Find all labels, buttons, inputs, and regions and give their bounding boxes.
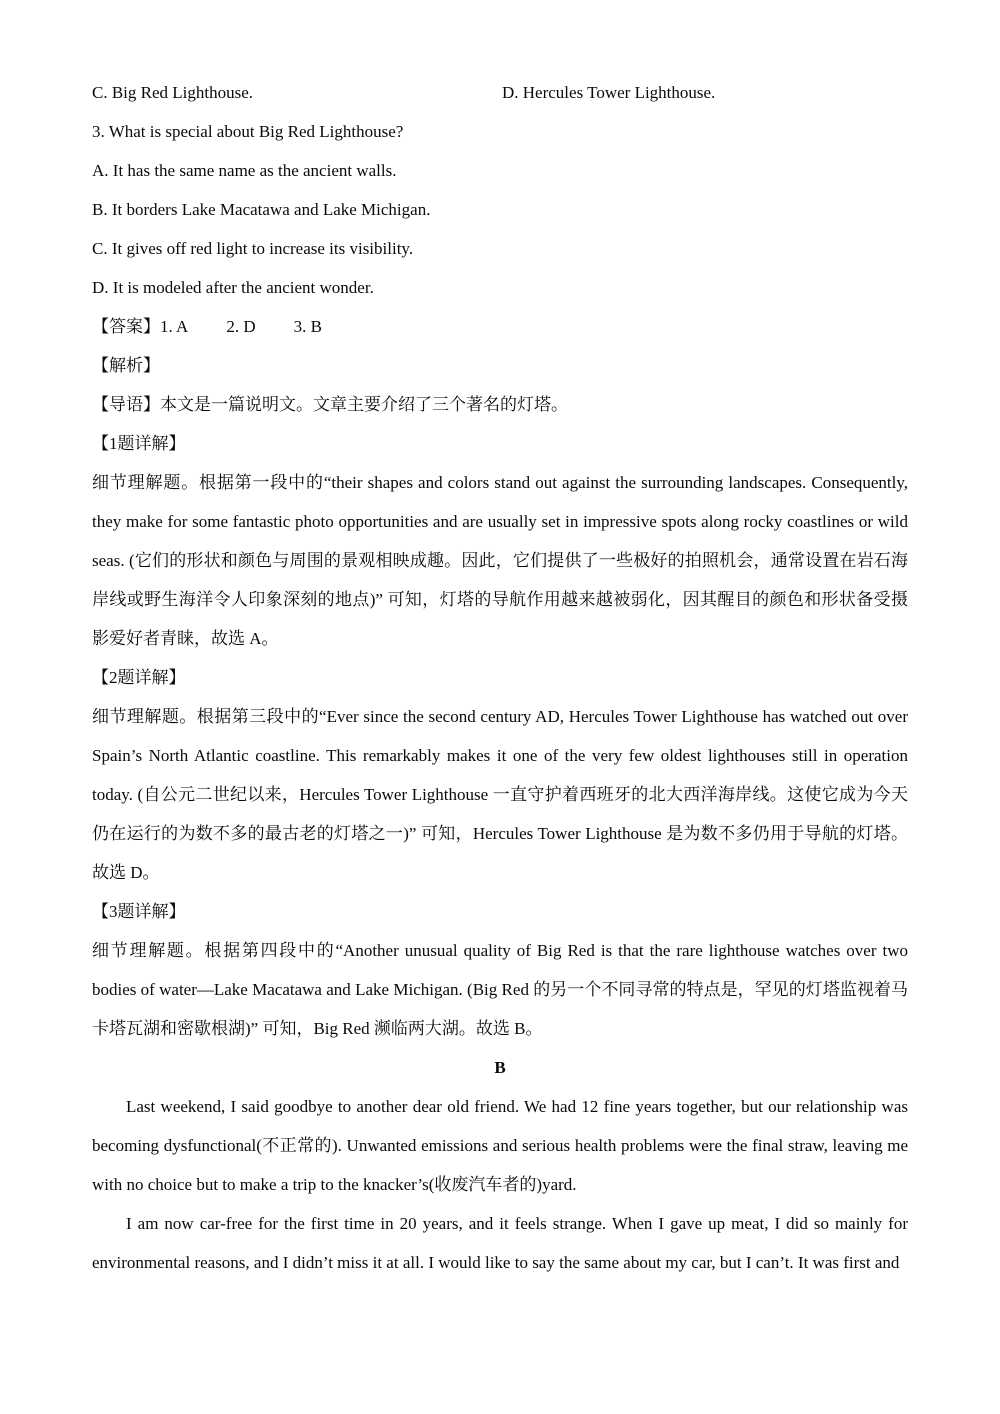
passage-paragraph-2: I am now car-free for the first time in 20 years, and it feels strange. When I gave up meat, I did so mainly for environmental reasons, and I didn’t miss it at all. I would like to say the same about my car, but I can’t. It was first and — [92, 1214, 908, 1272]
option-c: C. Big Red Lighthouse. — [92, 83, 254, 102]
q3-option-a: A. It has the same name as the ancient walls. — [92, 161, 397, 180]
answer-item-3: 3. B — [293, 317, 322, 336]
passage-paragraph-1: Last weekend, I said goodbye to another dear old friend. We had 12 fine years together, but our relationship was becoming dysfunctional(不正常的). Unwanted emissions and serious health problems were the final straw, leaving me with no choice but to make a trip to the knacker’s(收废汽车者的)yard. — [92, 1097, 908, 1194]
question-3: 3. What is special about Big Red Lighthouse? — [92, 122, 404, 141]
section-letter-b: B — [494, 1058, 506, 1077]
analysis-label: 【解析】 — [92, 356, 160, 375]
detail-1-body: 细节理解题。根据第一段中的“their shapes and colors stand out against the surrounding landscapes. Consequently, they make for some fantastic photo opportunities and are usually set in impressive spots along rocky coastlines or wild seas. (它们的形状和颜色与周围的景观相映成趣。因此，它们提供了一些极好的拍照机会，通常设置在岩石海岸线或野生海洋令人印象深刻的地点)” 可知，灯塔的导航作用越来越被弱化，因其醒目的颜色和形状备受摄影爱好者青睐，故选 A。 — [92, 473, 908, 648]
answer-label: 【答案】 — [92, 317, 160, 336]
detail-2-heading: 【2题详解】 — [92, 668, 186, 687]
q3-option-d: D. It is modeled after the ancient wonder. — [92, 278, 374, 297]
answer-line — [92, 307, 908, 346]
q3-option-c: C. It gives off red light to increase its visibility. — [92, 239, 414, 258]
detail-2-body: 细节理解题。根据第三段中的“Ever since the second century AD, Hercules Tower Lighthouse has watched out over Spain’s North Atlantic coastline. This remarkably makes it one of the very few oldest lighthouses still in operation today. (自公元二世纪以来，Hercules Tower Lighthouse 一直守护着西班牙的北大西洋海岸线。这使它成为今天仍在运行的为数不多的最古老的灯塔之一)” 可知，Hercules Tower Lighthouse 是为数不多仍用于导航的灯塔。故选 D。 — [92, 707, 908, 882]
answer-item-2: 2. D — [226, 317, 256, 336]
detail-3-body: 细节理解题。根据第四段中的“Another unusual quality of Big Red is that the rare lighthouse watches over two bodies of water—Lake Macatawa and Lake Michigan. (Big Red 的另一个不同寻常的特点是，罕见的灯塔监视着马卡塔瓦湖和密歇根湖)” 可知，Big Red 濒临两大湖。故选 B。 — [92, 941, 908, 1038]
option-row-cd — [92, 73, 908, 112]
detail-1-heading: 【1题详解】 — [92, 434, 186, 453]
answer-item-1: 1. A — [160, 317, 189, 336]
lead-note: 【导语】本文是一篇说明文。文章主要介绍了三个著名的灯塔。 — [92, 395, 568, 414]
option-d: D. Hercules Tower Lighthouse. — [502, 83, 716, 102]
detail-3-heading: 【3题详解】 — [92, 902, 186, 921]
q3-option-b: B. It borders Lake Macatawa and Lake Michigan. — [92, 200, 431, 219]
